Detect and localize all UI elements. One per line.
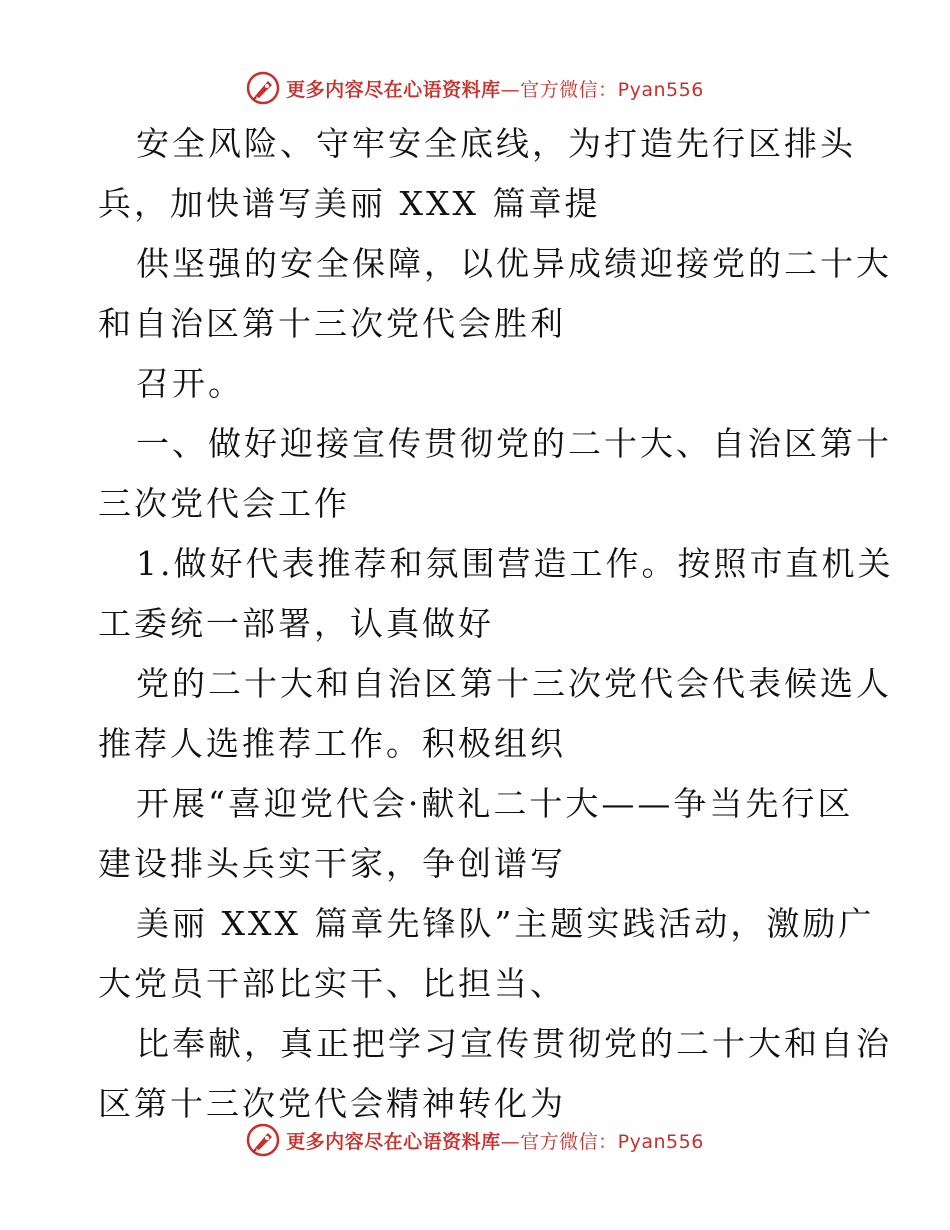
watermark-separator: — [500,1130,521,1153]
text-line: 大党员干部比实干、比担当、 [98,964,566,1003]
section-heading: 一、做好迎接宣传贯彻党的二十大、自治区第十 [136,424,892,463]
text-line: 召开。 [136,364,244,403]
text-line: 开展“喜迎党代会·献礼二十大——争当先行区 [136,784,854,823]
text-line: 比奉献，真正把学习宣传贯彻党的二十大和自治 [136,1024,892,1063]
section-heading-cont: 三次党代会工作 [98,484,350,523]
text-line: 兵，加快谱写美丽 XXX 篇章提 [98,184,601,223]
watermark-footer [0,1120,950,1160]
watermark-handle: 官方微信：Pyan556 [520,78,704,101]
watermark-title: 更多内容尽在心语资料库 [286,78,501,101]
text-line: 推荐人选推荐工作。积极组织 [98,724,566,763]
pen-nib-logo-icon [246,71,280,105]
text-line: 和自治区第十三次党代会胜利 [98,304,566,343]
text-line: 供坚强的安全保障，以优异成绩迎接党的二十大 [136,244,892,283]
watermark-text [286,1127,704,1154]
text-line: 1.做好代表推荐和氛围营造工作。按照市直机关 [136,544,894,583]
document-body [98,120,894,1140]
text-line: 美丽 XXX 篇章先锋队”主题实践活动，激励广 [136,904,875,943]
pen-nib-logo-icon [246,1123,280,1157]
watermark-separator: — [500,78,521,101]
text-line: 党的二十大和自治区第十三次党代会代表候选人 [136,664,892,703]
text-line: 工委统一部署，认真做好 [98,604,494,643]
text-line: 建设排头兵实干家，争创谱写 [98,844,566,883]
watermark-text [286,75,704,102]
watermark-title: 更多内容尽在心语资料库 [286,1130,501,1153]
text-line: 安全风险、守牢安全底线，为打造先行区排头 [136,124,856,163]
watermark-handle: 官方微信：Pyan556 [520,1130,704,1153]
watermark-header [0,68,950,108]
text-line: 区第十三次党代会精神转化为 [98,1084,566,1123]
